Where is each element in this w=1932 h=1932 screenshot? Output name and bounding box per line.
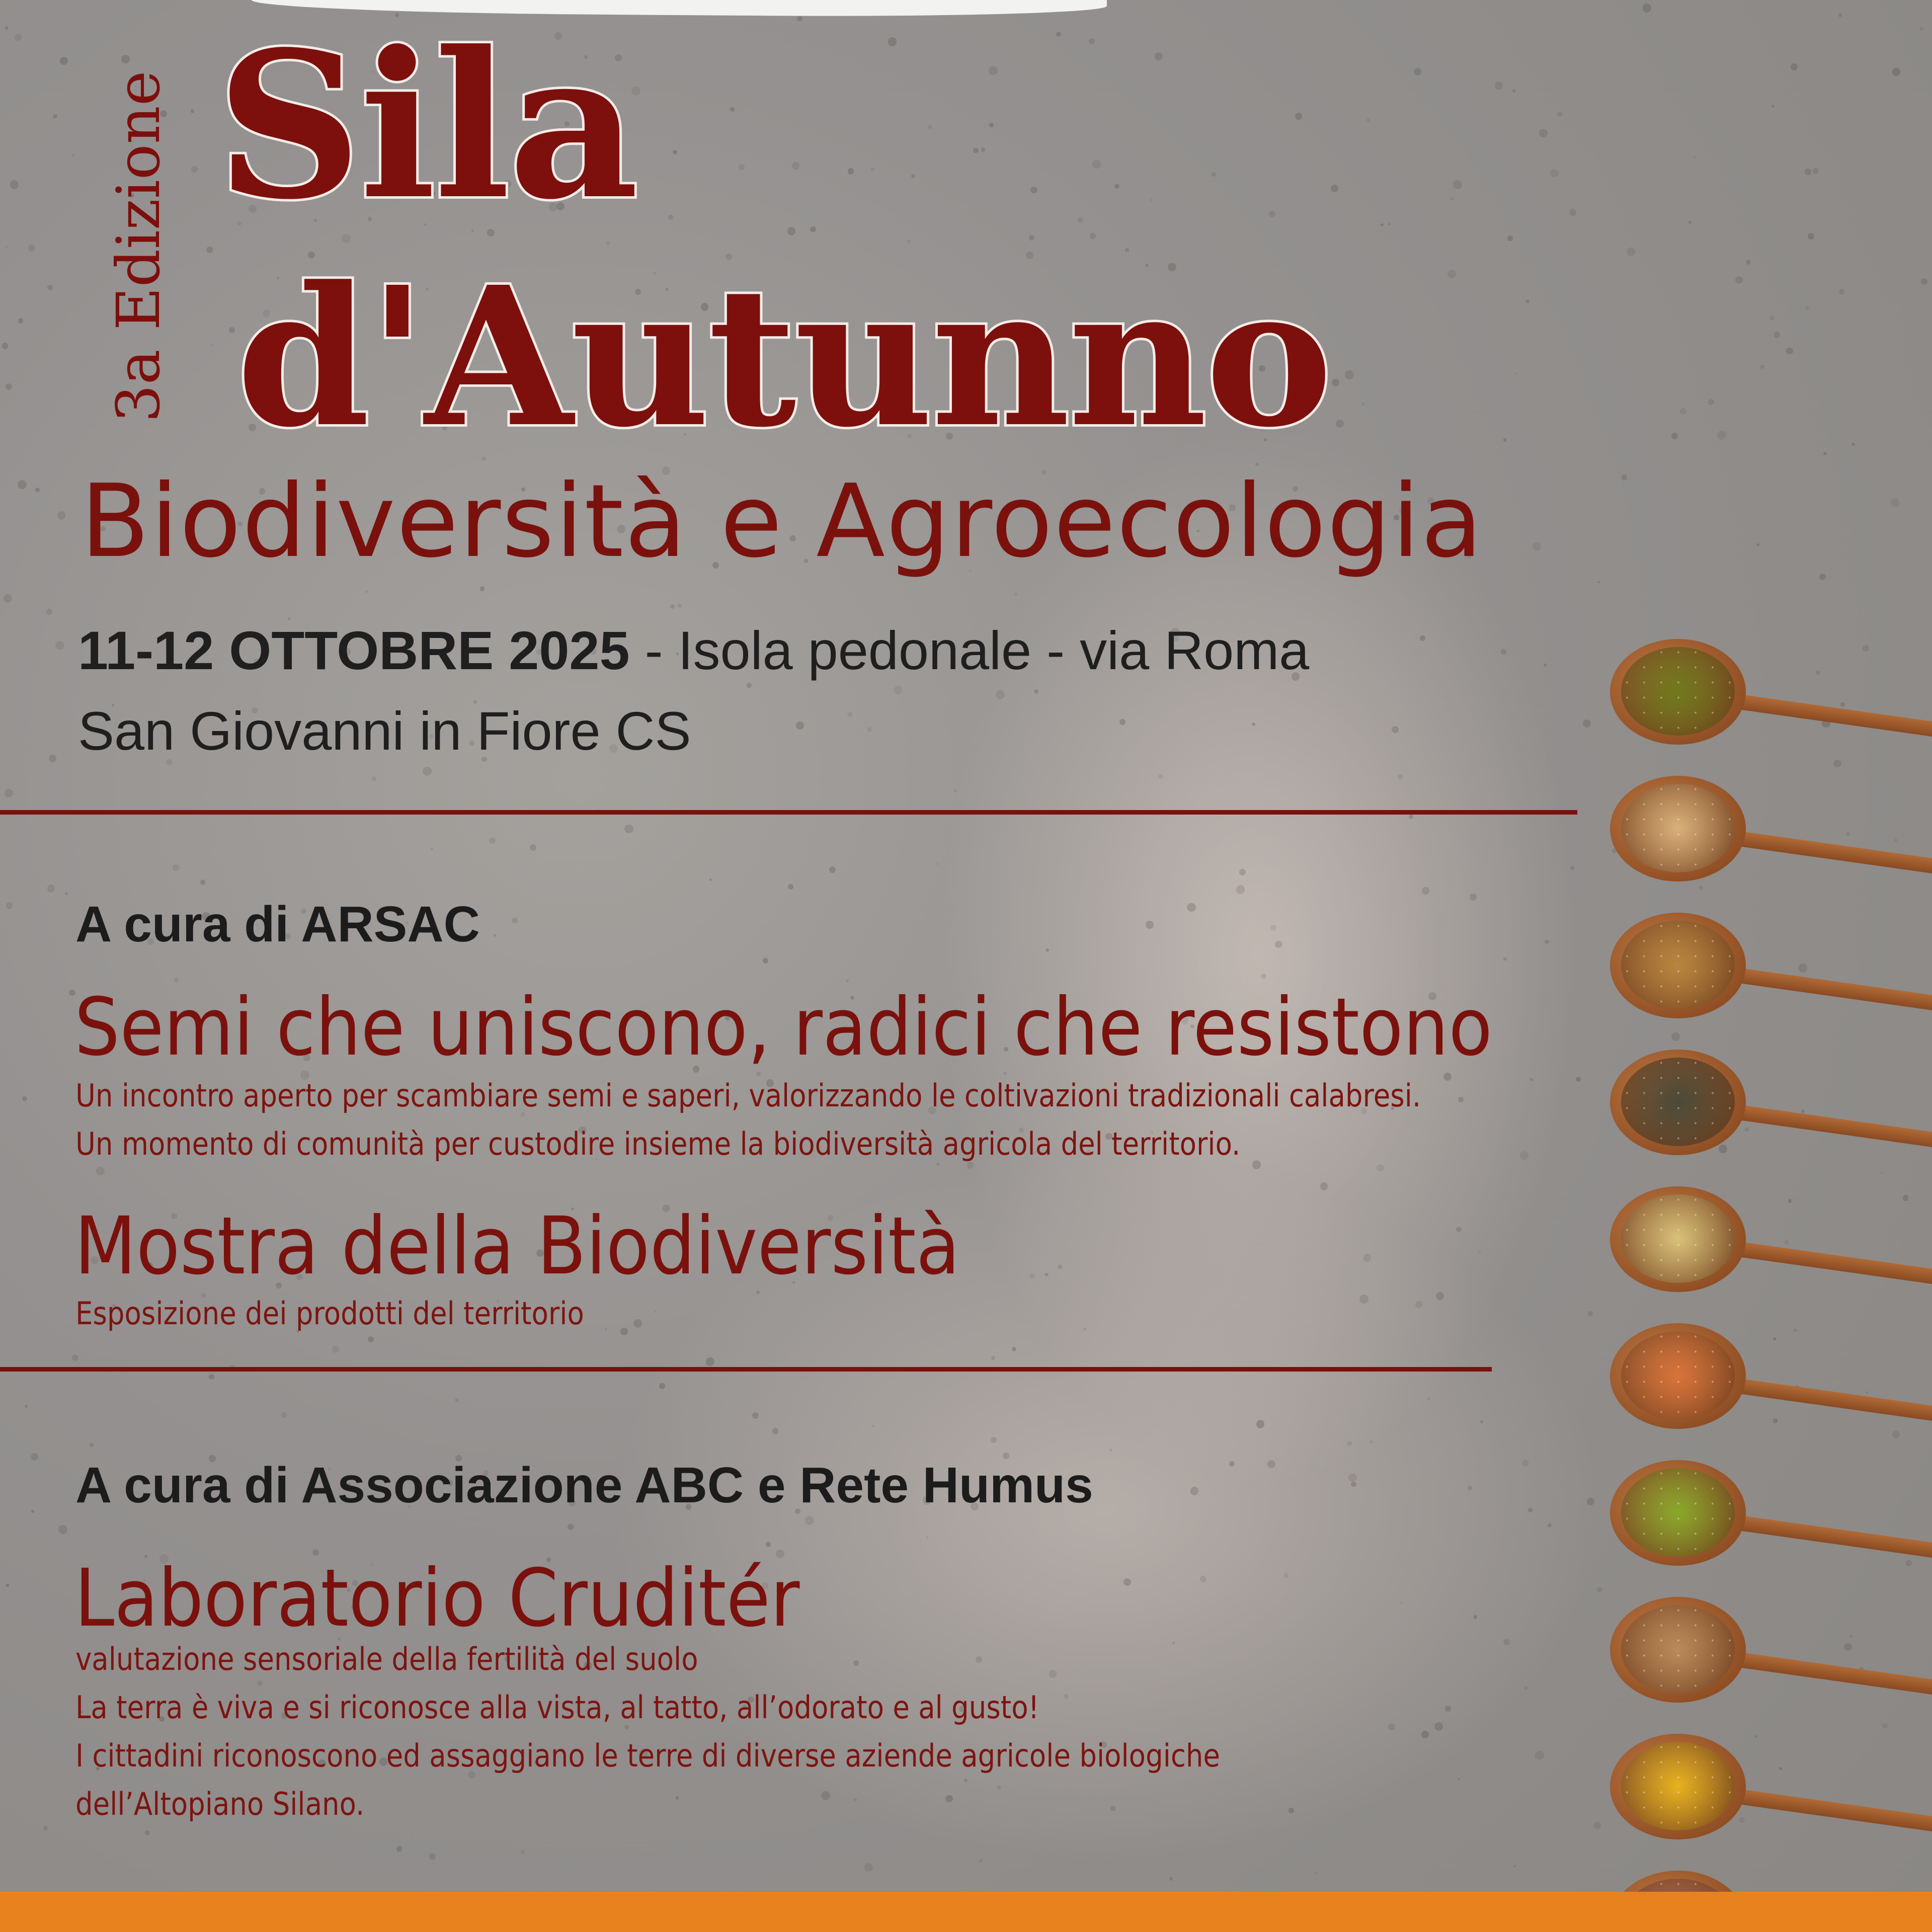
event-title-laboratorio: Laboratorio Cruditér bbox=[74, 1552, 800, 1645]
spoon-yellow-peas-icon bbox=[1610, 1181, 1932, 1302]
desc-line: Esposizione dei prodotti del territorio bbox=[75, 1295, 584, 1332]
spoon-fava-beans-icon bbox=[1610, 908, 1932, 1028]
desc-line: dell’Altopiano Silano. bbox=[75, 1786, 365, 1822]
event-desc-mostra bbox=[75, 1290, 584, 1338]
desc-line: La terra è viva e si riconosce alla vista, al tatto, all’odorato e al gusto! bbox=[75, 1689, 1039, 1726]
spoon-yellow-split-peas-icon bbox=[1610, 1729, 1932, 1849]
spoon-chickpeas-icon bbox=[1610, 771, 1932, 892]
desc-line: valutazione sensoriale della fertilità del suolo bbox=[75, 1641, 698, 1677]
curator-abc-humus: A cura di Associazione ABC e Rete Humus bbox=[75, 1457, 1093, 1513]
event-venue: - Isola pedonale - via Roma bbox=[629, 620, 1310, 681]
event-date: 11-12 OTTOBRE 2025 bbox=[78, 620, 630, 681]
desc-line: Un incontro aperto per scambiare semi e saperi, valorizzando le coltivazioni tradizionali calabresi. bbox=[75, 1077, 1421, 1114]
event-desc-semi bbox=[75, 1072, 1421, 1168]
date-venue bbox=[78, 619, 1309, 682]
desc-line: I cittadini riconoscono ed assaggiano le terre di diverse aziende agricole biologiche bbox=[75, 1737, 1221, 1774]
event-title-semi: Semi che uniscono, radici che resistono bbox=[74, 981, 1493, 1074]
spoon-brown-lentils-icon bbox=[1610, 1592, 1932, 1713]
divider-2 bbox=[0, 1367, 1492, 1372]
title-line-1: Sila bbox=[216, 8, 637, 244]
spoon-red-lentils-icon bbox=[1610, 1318, 1932, 1439]
spoon-black-lentils-icon bbox=[1610, 1044, 1932, 1165]
curator-arsac: A cura di ARSAC bbox=[75, 896, 480, 952]
edition-label: 3a Edizione bbox=[104, 70, 173, 423]
divider-1 bbox=[0, 810, 1577, 815]
spoon-green-split-peas-icon bbox=[1610, 1455, 1932, 1576]
footer-bar bbox=[0, 1892, 1932, 1932]
subtitle: Biodiversità e Agroecologia bbox=[80, 463, 1484, 580]
desc-line: Un momento di comunità per custodire insieme la biodiversità agricola del territorio. bbox=[75, 1125, 1241, 1162]
event-desc-laboratorio bbox=[75, 1635, 1220, 1828]
spoon-mung-beans-icon bbox=[1610, 634, 1932, 755]
event-title-mostra: Mostra della Biodiversità bbox=[74, 1200, 960, 1293]
title-line-2: d'Autunno bbox=[236, 245, 1331, 469]
event-location: San Giovanni in Fiore CS bbox=[78, 700, 691, 761]
